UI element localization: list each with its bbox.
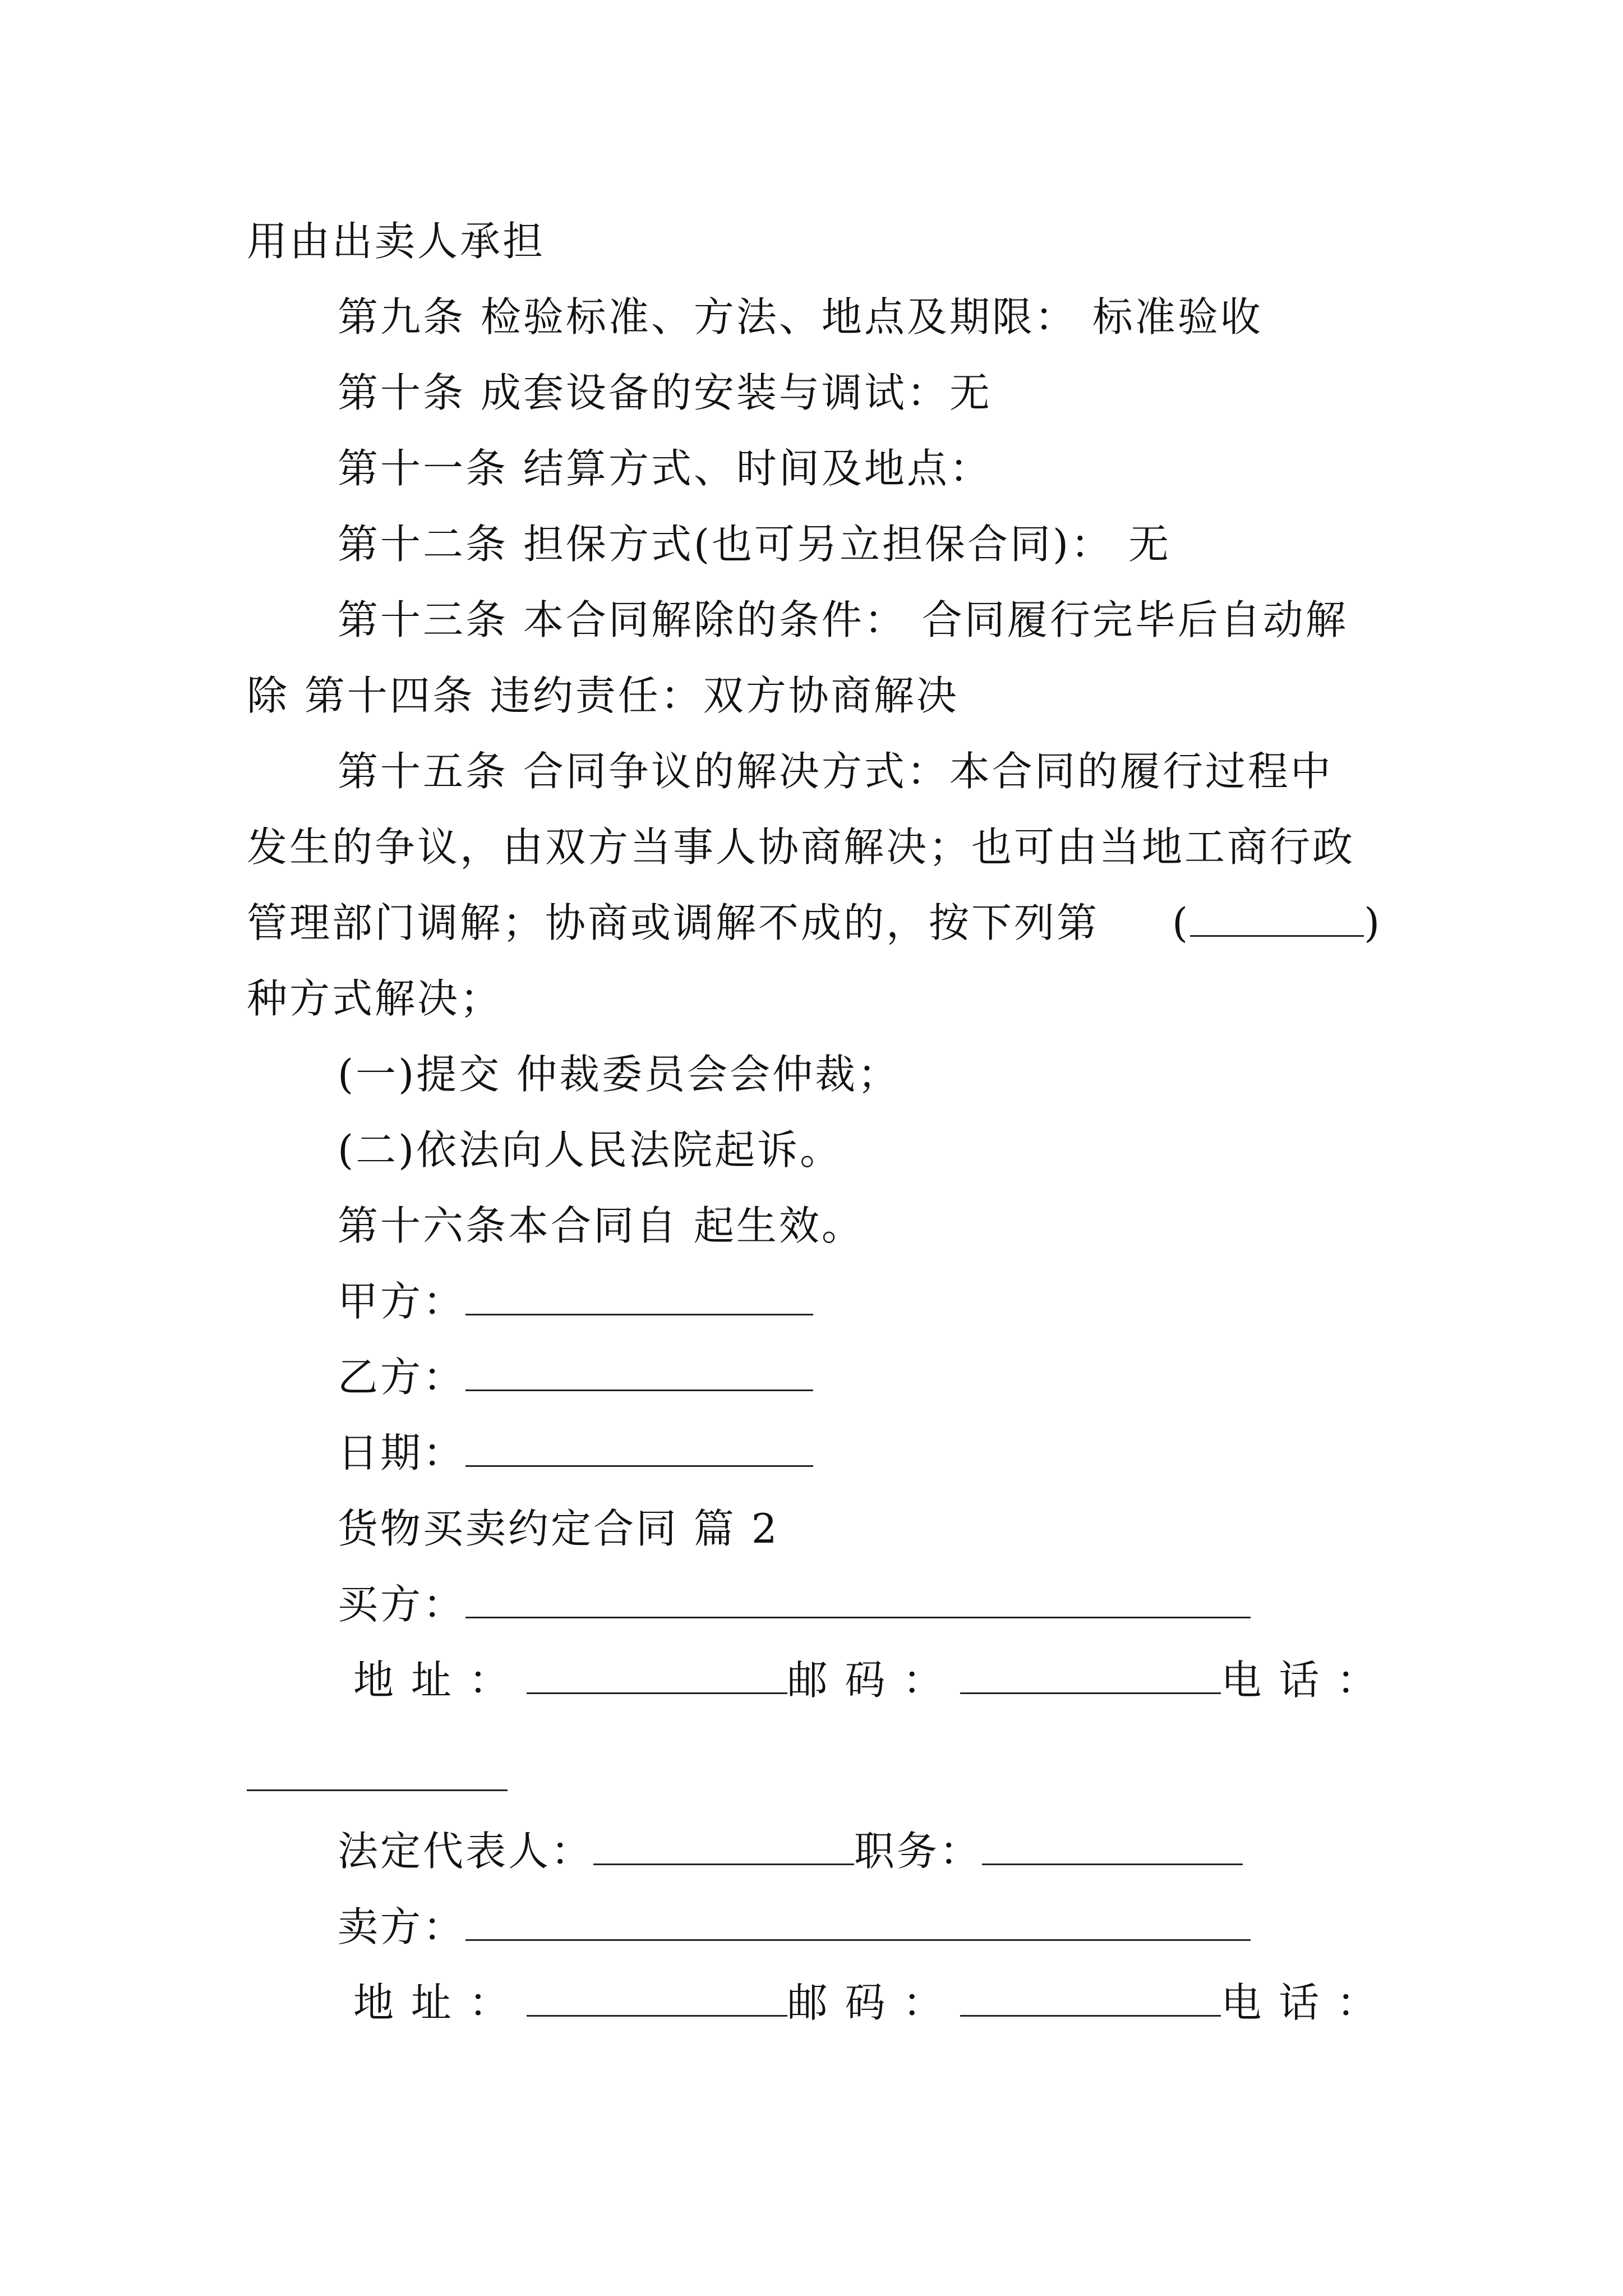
choice-field bbox=[1172, 895, 1382, 951]
text-line: 用由出卖人承担 bbox=[247, 218, 546, 265]
postcode-label: 邮 码 ： bbox=[787, 1979, 946, 2026]
postcode-blank bbox=[960, 1654, 1221, 1694]
phone-label: 电 话 ： bbox=[1221, 1979, 1380, 2026]
article-15: 第十五条 合同争议的解决方式：本合同的履行过程中 bbox=[338, 748, 1333, 795]
text-segment: 管理部门调解；协商或调解不成的，按下列第 bbox=[247, 899, 1100, 946]
buyer-blank bbox=[465, 1579, 1251, 1618]
party-a-blank bbox=[465, 1276, 813, 1315]
choice-blank bbox=[1190, 897, 1364, 937]
position-blank bbox=[982, 1825, 1243, 1865]
legal-rep-label: 法定代表人： bbox=[338, 1828, 594, 1875]
text-line: 发生的争议，由双方当事人协商解决；也可由当地工商行政 bbox=[247, 823, 1355, 871]
article-12: 第十二条 担保方式(也可另立担保合同)： 无 bbox=[338, 521, 1171, 568]
open-paren: ( bbox=[1172, 899, 1191, 946]
phone-blank bbox=[247, 1789, 508, 1791]
article-10: 第十条 成套设备的安装与调试：无 bbox=[338, 369, 992, 416]
option-2: (二)依法向人民法院起诉。 bbox=[338, 1126, 843, 1174]
party-a-label: 甲方： bbox=[338, 1278, 466, 1325]
postcode-blank bbox=[960, 1977, 1221, 2017]
seller-address-line bbox=[353, 1975, 1380, 2031]
legal-rep-line bbox=[338, 1823, 1243, 1879]
phone-label: 电 话 ： bbox=[1221, 1657, 1380, 1704]
postcode-label: 邮 码 ： bbox=[787, 1657, 946, 1704]
article-13: 第十三条 本合同解除的条件： 合同履行完毕后自动解 bbox=[338, 596, 1348, 643]
address-label: 地 址 ： bbox=[353, 1657, 511, 1704]
address-blank bbox=[527, 1654, 787, 1694]
option-1: (一)提交 仲裁委员会会仲裁； bbox=[338, 1051, 901, 1098]
seller-line bbox=[338, 1899, 1251, 1955]
address-label: 地 址 ： bbox=[353, 1979, 511, 2026]
close-paren: ) bbox=[1364, 899, 1382, 946]
article-14: 除 第十四条 违约责任：双方协商解决 bbox=[247, 672, 959, 719]
seller-label: 卖方： bbox=[338, 1903, 466, 1950]
buyer-line bbox=[338, 1576, 1251, 1632]
buyer-address-line bbox=[353, 1652, 1380, 1708]
buyer-label: 买方： bbox=[338, 1581, 466, 1628]
party-a-line bbox=[338, 1273, 813, 1329]
position-label: 职务： bbox=[854, 1828, 983, 1875]
date-label: 日期： bbox=[338, 1429, 466, 1476]
date-blank bbox=[465, 1427, 813, 1467]
section-heading: 货物买卖约定合同 篇 2 bbox=[338, 1505, 780, 1552]
party-b-blank bbox=[465, 1351, 813, 1391]
date-line bbox=[338, 1425, 813, 1481]
article-11: 第十一条 结算方式、时间及地点： bbox=[338, 445, 992, 492]
party-b-line bbox=[338, 1349, 813, 1405]
legal-rep-blank bbox=[593, 1825, 854, 1865]
address-blank bbox=[527, 1977, 787, 2017]
seller-blank bbox=[465, 1901, 1251, 1941]
article-16: 第十六条本合同自 起生效。 bbox=[338, 1202, 864, 1249]
article-9: 第九条 检验标准、方法、地点及期限： 标准验收 bbox=[338, 293, 1263, 341]
text-line: 种方式解决； bbox=[247, 975, 503, 1022]
text-line bbox=[247, 895, 1382, 951]
party-b-label: 乙方： bbox=[338, 1354, 466, 1401]
